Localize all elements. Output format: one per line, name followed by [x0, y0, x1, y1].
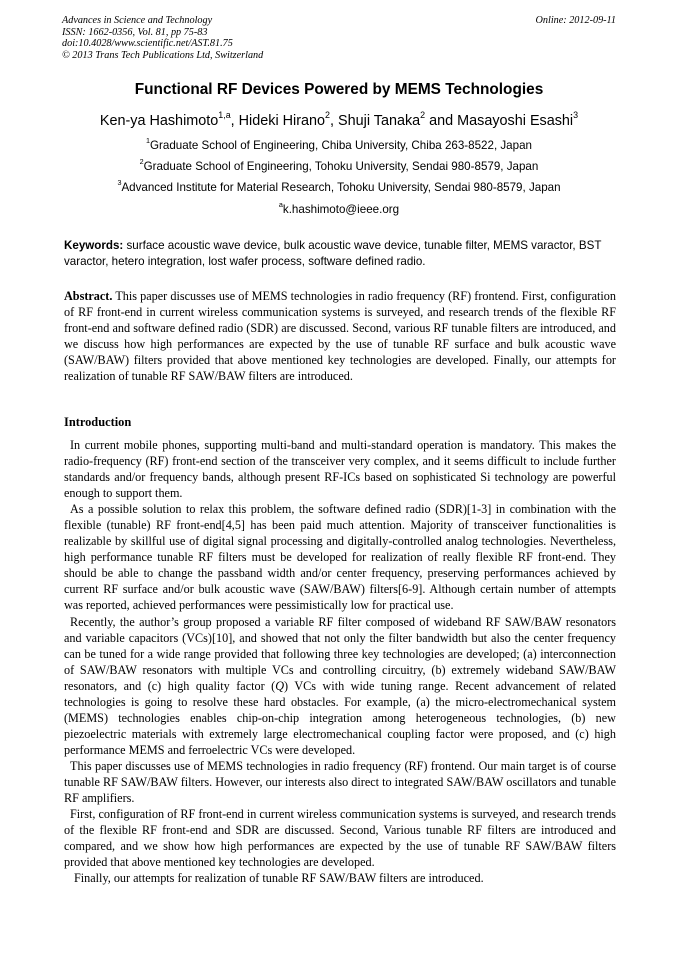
quality-factor-symbol: Q [275, 678, 285, 693]
keywords-text: surface acoustic wave device, bulk acoustic wave device, tunable filter, MEMS varactor, BST varactor, hetero integration, lost wafer process, software defined radio. [64, 239, 602, 268]
affiliation-mark: a [278, 200, 283, 210]
affiliation-text: Advanced Institute for Material Research, Tohoku University, Sendai 980-8579, Japan [121, 181, 561, 194]
paragraph: In current mobile phones, supporting multi-band and multi-standard operation is mandatory. This makes the radio-frequency (RF) front-end section of the transceiver very complex, and it seems difficult to include further standards and/or frequency bands, although present RF-ICs based on sophisticated Si technology are powerful enough to support them. [64, 438, 616, 501]
email-link[interactable]: k.hashimoto@ieee.org [282, 203, 400, 216]
author-name: Hideki Hirano [238, 113, 326, 129]
paragraph [64, 614, 616, 758]
author-name: Ken-ya Hashimoto [99, 113, 219, 129]
paragraph: This paper discusses use of MEMS technologies in radio frequency (RF) frontend. Our main target is of course tunable RF SAW/BAW filters. However, our interests also direct to integrated SAW/BAW oscillators and tunable RF amplifiers. [64, 758, 616, 806]
author-affiliation-mark: 1,a [218, 109, 231, 120]
journal-name: Advances in Science and Technology [62, 15, 213, 26]
abstract-label: Abstract. [64, 289, 113, 303]
paper-title: Functional RF Devices Powered by MEMS Technologies [134, 81, 544, 98]
journal-doi: doi:10.4028/www.scientific.net/AST.81.75 [62, 38, 233, 50]
affiliation-mark: 1 [146, 136, 150, 146]
affiliation-text: Graduate School of Engineering, Tohoku University, Sendai 980-8579, Japan [143, 160, 539, 173]
author-affiliation-mark: 2 [325, 109, 331, 120]
affiliation-2 [0, 157, 678, 173]
affiliation-3 [0, 178, 678, 194]
journal-header [62, 15, 616, 61]
author-email [0, 200, 678, 216]
journal-issn: ISSN: 1662-0356, Vol. 81, pp 75-83 [62, 26, 208, 38]
affiliation-1 [0, 136, 678, 152]
author-affiliation-mark: 2 [420, 109, 426, 120]
keywords-label: Keywords: [64, 239, 124, 252]
affiliation-text: Graduate School of Engineering, Chiba University, Chiba 263-8522, Japan [150, 139, 532, 152]
affiliation-mark: 3 [117, 178, 122, 188]
introduction-body [64, 437, 616, 886]
author-name: Shuji Tanaka [338, 113, 421, 129]
paragraph: As a possible solution to relax this problem, the software defined radio (SDR)[1-3] in combination with the flexible (tunable) RF front-end[4,5] has been paid much attention. Majority of transceiver functionalities is realizable by skillful use of digital signal processing and digitally-controlled analog technologies. Nevertheless, high performance tunable RF filters must be developed for realization of really flexible RF front-end. They should be able to change the passband width and/or center frequency, preserving performances achieved by current RF surface and/or bulk acoustic wave (SAW/BAW) filters[6-9]. Although certain number of attempts was reported, achieved performances were pessimistically low for practical use. [64, 502, 616, 613]
abstract-text: This paper discusses use of MEMS technologies in radio frequency (RF) frontend. First, configuration of RF front-end in current wireless communication systems is surveyed, and research trends of the flexible RF front-end and software defined radio (SDR) are discussed. Second, various RF tunable filters are introduced, and we discuss how high performances are expected by the use of tunable RF surface and bulk acoustic wave (SAW/BAW) filters provided that above mentioned key technologies are developed. Finally, our attempts for realization of tunable RF SAW/BAW filters are introduced. [64, 289, 616, 383]
author-list [0, 109, 678, 129]
abstract-block [64, 288, 616, 384]
author-affiliation-mark: 3 [573, 109, 579, 120]
affiliation-mark: 2 [139, 157, 144, 167]
keywords-block [64, 238, 616, 269]
paragraph-text: Recently, the author’s group proposed a variable RF filter composed of wideband RF SAW/BAW resonators and variable capacitors (VCs)[10], and showed that not only the filter bandwidth but also the center frequency can be tuned for a wide range provided that following three key technologies are developed; (a) interconnection of SAW/BAW resonators with multiple VCs and controlling circuitry, (b) extremely wideband SAW/BAW resonators, and (c) high quality factor ( [64, 614, 616, 693]
paragraph-text: ) VCs with wide tuning range. Recent advancement of related technologies is going to resolve these hard obstacles. For example, (a) the micro-electromechanical system (MEMS) technologies enables chip-on-chip integration among heterogeneous technologies, (b) new piezoelectric materials with extremely large electromechanical coupling factor were proposed, and (c) high performance MEMS and ferroelectric VCs were developed. [64, 678, 616, 757]
author-separator: and [425, 113, 458, 129]
author-name: Masayoshi Esashi [457, 113, 574, 129]
author-separator: , [230, 113, 239, 129]
paragraph: First, configuration of RF front-end in current wireless communication systems is surveyed, and research trends of the flexible RF front-end and SDR are discussed. Second, Various tunable RF filters are introduced and compared, and we show how high performances are expected by the use of tunable RF SAW/BAW filters provided that above mentioned key technologies are developed. [64, 807, 616, 870]
section-heading-introduction: Introduction [64, 415, 132, 429]
online-date: Online: 2012-09-11 [535, 15, 616, 26]
paragraph: Finally, our attempts for realization of tunable RF SAW/BAW filters are introduced. [74, 871, 484, 886]
author-separator: , [330, 113, 339, 129]
journal-copyright: © 2013 Trans Tech Publications Ltd, Switzerland [62, 49, 264, 61]
